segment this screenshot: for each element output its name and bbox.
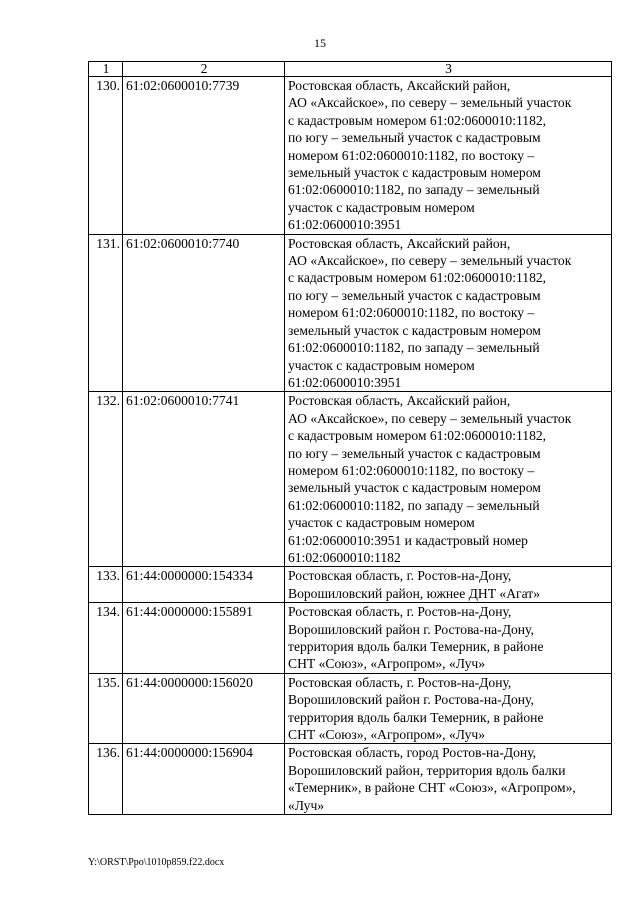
description-line: земельный участок с кадастровым номером	[288, 322, 541, 338]
description-line: участок с кадастровым номером	[288, 515, 475, 531]
description-line: по югу – земельный участок с кадастровым	[288, 445, 541, 461]
footer-file-path: Y:\ORST\Ppo\1010p859.f22.docx	[88, 857, 225, 868]
description-line: Ростовская область, Аксайский район,	[288, 235, 511, 251]
description-line: участок с кадастровым номером	[288, 357, 475, 373]
table-row	[89, 567, 612, 603]
location-description	[285, 567, 612, 603]
description-line: с кадастровым номером 61:02:0600010:1182,	[288, 428, 547, 444]
description-line: 61:02:0600010:1182, по западу – земельный	[288, 182, 540, 198]
column-header-cadastral: 2	[123, 62, 285, 77]
cadastral-number: 61:44:0000000:156904	[123, 744, 285, 815]
location-description	[285, 77, 612, 235]
row-number: 130.	[89, 77, 123, 235]
description-line: Ростовская область, г. Ростов-на-Дону,	[288, 568, 512, 584]
description-line: номером 61:02:0600010:1182, по востоку –	[288, 305, 535, 321]
description-line: «Темерник», в районе СНТ «Союз», «Агропром»,	[288, 780, 576, 796]
location-description	[285, 673, 612, 744]
table-body	[89, 77, 612, 815]
description-line: Ворошиловский район г. Ростова-на-Дону,	[288, 692, 534, 708]
table-row	[89, 603, 612, 674]
table-row	[89, 234, 612, 392]
land-plots-table	[88, 61, 612, 815]
description-line: Ростовская область, Аксайский район,	[288, 393, 511, 409]
description-line: номером 61:02:0600010:1182, по востоку –	[288, 147, 535, 163]
description-line: Ворошиловский район, южнее ДНТ «Агат»	[288, 585, 541, 601]
description-line: территория вдоль балки Темерник, в районе	[288, 639, 544, 654]
column-header-number: 1	[89, 62, 123, 77]
description-line: Ростовская область, г. Ростов-на-Дону,	[288, 674, 512, 690]
row-number: 136.	[89, 744, 123, 815]
cadastral-number: 61:44:0000000:154334	[123, 567, 285, 603]
description-line: территория вдоль балки Темерник, в районе	[288, 709, 544, 725]
page-number: 15	[314, 36, 326, 50]
cadastral-number: 61:02:0600010:7741	[123, 392, 285, 567]
description-line: 61:02:0600010:1182, по западу – земельный	[288, 497, 540, 513]
description-line: земельный участок с кадастровым номером	[288, 165, 541, 181]
table-row	[89, 392, 612, 567]
description-line: 61:02:0600010:3951 и кадастровый номер	[288, 532, 528, 548]
description-line: 61:02:0600010:1182, по западу – земельный	[288, 340, 540, 356]
location-description	[285, 603, 612, 674]
description-line: СНТ «Союз», «Агропром», «Луч»	[288, 656, 486, 672]
location-description	[285, 234, 612, 392]
column-header-description: 3	[285, 62, 612, 77]
description-line: 61:02:0600010:3951	[288, 374, 402, 390]
description-line: Ростовская область, Аксайский район,	[288, 78, 511, 93]
location-description	[285, 392, 612, 567]
description-line: 61:02:0600010:3951	[288, 217, 402, 233]
description-line: АО «Аксайское», по северу – земельный участок	[288, 410, 572, 426]
table-header-row	[89, 62, 612, 77]
row-number: 133.	[89, 567, 123, 603]
description-line: Ростовская область, город Ростов-на-Дону,	[288, 745, 537, 761]
cadastral-number: 61:44:0000000:155891	[123, 603, 285, 674]
description-line: 61:02:0600010:1182	[288, 549, 401, 565]
table-row	[89, 744, 612, 815]
description-line: Ростовская область, г. Ростов-на-Дону,	[288, 604, 512, 620]
description-line: по югу – земельный участок с кадастровым	[288, 130, 541, 146]
description-line: земельный участок с кадастровым номером	[288, 480, 541, 496]
row-number: 134.	[89, 603, 123, 674]
row-number: 131.	[89, 234, 123, 392]
description-line: по югу – земельный участок с кадастровым	[288, 287, 541, 303]
row-number: 135.	[89, 673, 123, 744]
description-line: с кадастровым номером 61:02:0600010:1182,	[288, 270, 547, 286]
description-line: участок с кадастровым номером	[288, 199, 475, 215]
location-description	[285, 744, 612, 815]
table-row	[89, 77, 612, 235]
table-row	[89, 673, 612, 744]
description-line: «Луч»	[288, 797, 325, 813]
description-line: АО «Аксайское», по северу – земельный участок	[288, 95, 572, 111]
description-line: Ворошиловский район г. Ростова-на-Дону,	[288, 621, 534, 637]
cadastral-number: 61:02:0600010:7739	[123, 77, 285, 235]
cadastral-number: 61:44:0000000:156020	[123, 673, 285, 744]
cadastral-number: 61:02:0600010:7740	[123, 234, 285, 392]
description-line: СНТ «Союз», «Агропром», «Луч»	[288, 727, 486, 743]
description-line: Ворошиловский район, территория вдоль балки	[288, 762, 566, 778]
row-number: 132.	[89, 392, 123, 567]
description-line: с кадастровым номером 61:02:0600010:1182,	[288, 112, 547, 128]
description-line: номером 61:02:0600010:1182, по востоку –	[288, 462, 535, 478]
description-line: АО «Аксайское», по северу – земельный участок	[288, 253, 572, 269]
